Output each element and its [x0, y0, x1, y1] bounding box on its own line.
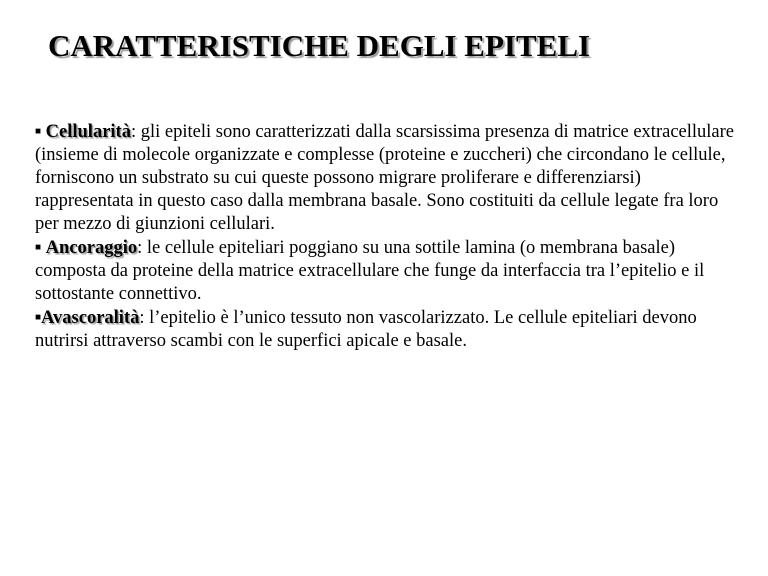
bullet-item-cellularita — [35, 120, 735, 236]
slide-title: CARATTERISTICHE DEGLI EPITELI — [48, 28, 591, 63]
square-bullet-icon: ■ — [35, 312, 42, 323]
term-avascoralita: Avascoralità — [41, 308, 140, 328]
square-bullet-icon: ■ — [35, 242, 42, 253]
bullet-item-avascoralita — [35, 306, 735, 353]
term-ancoraggio: Ancoraggio — [45, 238, 138, 258]
text-avascoralita: : l’epitelio è l’unico tessuto non vascolarizzato. Le cellule epiteliari devono nutrirsi attraverso scambi con le superfici apicale e basale. — [35, 308, 697, 351]
term-cellularita: Cellularità — [45, 122, 131, 142]
text-ancoraggio: : le cellule epiteliari poggiano su una sottile lamina (o membrana basale) composta da proteine della matrice extracellulare che funge da interfaccia tra l’epitelio e il sottostante connettivo. — [35, 238, 705, 304]
text-cellularita: : gli epiteli sono caratterizzati dalla scarsissima presenza di matrice extracellulare (insieme di molecole organizzate e complesse (proteine e zuccheri) che circondano le cellule, forniscono un substrato su cui queste possono migrare proliferare e differenziarsi) rappresentata in questo caso dalla membrana basale. Sono costituiti da cellule legate fra loro per mezzo di giunzioni cellulari. — [35, 122, 734, 234]
square-bullet-icon: ■ — [35, 126, 42, 137]
bullet-item-ancoraggio — [35, 236, 735, 306]
slide-body — [35, 120, 735, 353]
